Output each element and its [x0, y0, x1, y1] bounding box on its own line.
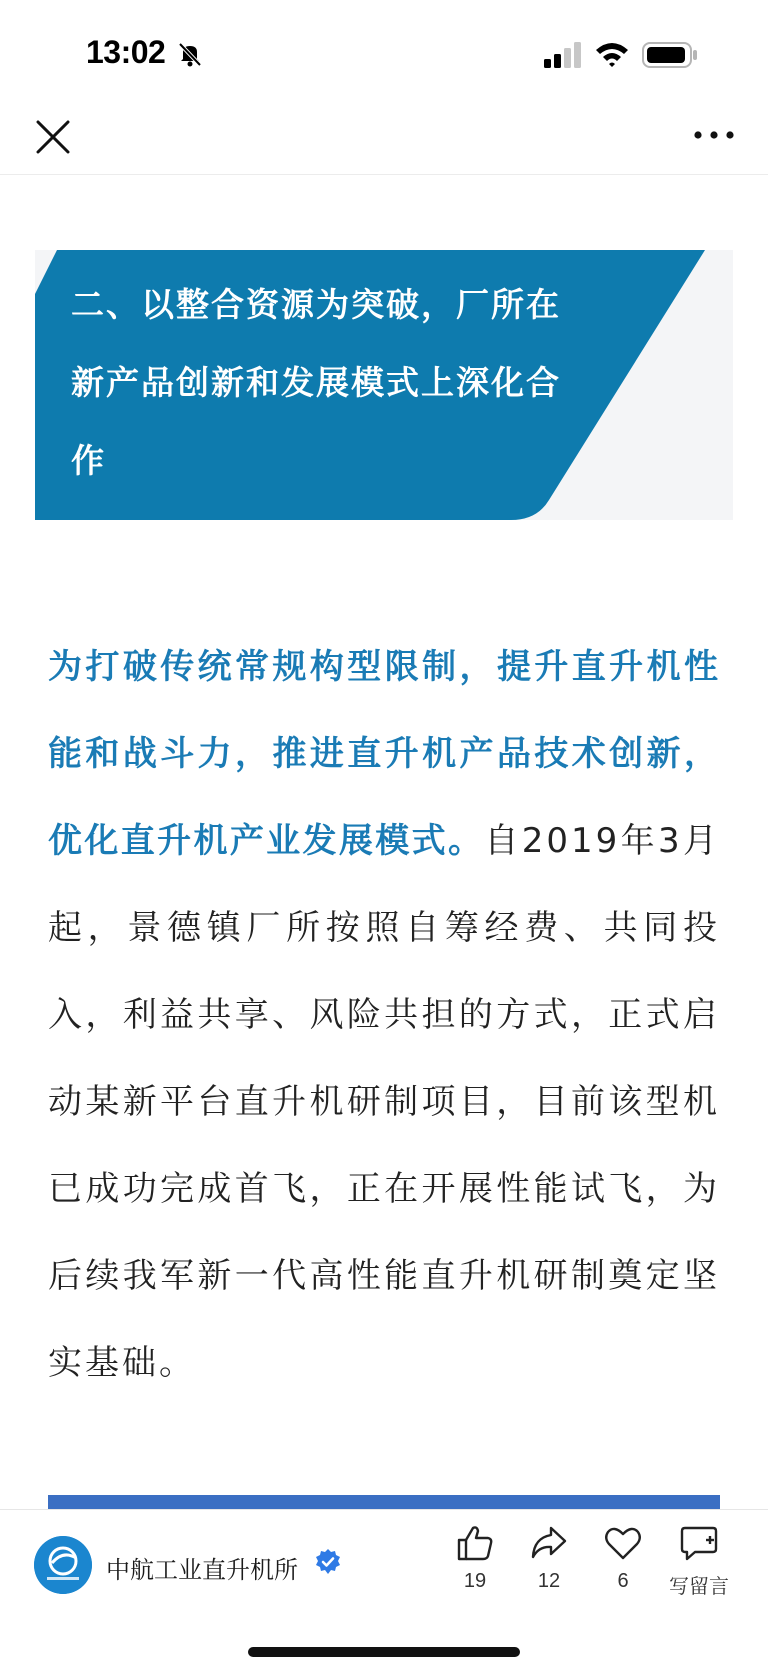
nav-bar: [0, 100, 768, 175]
paragraph-body-text: 自2019年3月起，景德镇厂所按照自筹经费、共同投入，利益共享、风险共担的方式，正式启动某新平台直升机研制项目，目前该型机已成功完成首飞，正在开展性能试飞，为后续我军新一代高性能直升机研制奠定坚实基础。: [48, 821, 720, 1383]
section-heading-banner: [35, 250, 733, 520]
home-indicator[interactable]: [248, 1647, 520, 1657]
more-icon[interactable]: [692, 128, 736, 142]
like-count: 19: [463, 1570, 487, 1592]
comment-button[interactable]: [654, 1524, 744, 1614]
share-count: 12: [537, 1570, 561, 1592]
status-bar: [0, 0, 768, 100]
bottom-toolbar: [0, 1509, 768, 1670]
battery-icon: [642, 42, 698, 68]
verified-icon: [314, 1548, 342, 1576]
comment-label: 写留言: [669, 1576, 729, 1598]
section-heading-text: 二、以整合资源为突破，厂所在新产品创新和发展模式上深化合作: [71, 285, 561, 480]
like-button[interactable]: [440, 1524, 510, 1614]
bell-off-icon: [176, 40, 204, 68]
close-icon[interactable]: [34, 118, 72, 156]
account-name[interactable]: 中航工业直升机所: [106, 1556, 298, 1584]
status-time: 13:02: [86, 34, 166, 70]
heart-icon: [603, 1524, 643, 1562]
comment-icon: [679, 1524, 719, 1562]
wifi-icon: [594, 40, 630, 68]
highlighted-lead-text: 为打破传统常规构型限制，提升直升机性能和战斗力，推进直升机产品技术创新，优化直升机产业发展模式。: [48, 647, 720, 861]
thumbs-up-icon: [455, 1524, 495, 1562]
share-button[interactable]: [514, 1524, 584, 1614]
share-icon: [529, 1524, 569, 1562]
favorite-button[interactable]: [588, 1524, 658, 1614]
account-avatar[interactable]: [34, 1536, 92, 1594]
article-image-edge[interactable]: [48, 1495, 720, 1509]
signal-icon: [544, 42, 584, 68]
article-paragraph: [48, 624, 720, 1407]
favorite-count: 6: [617, 1570, 629, 1592]
